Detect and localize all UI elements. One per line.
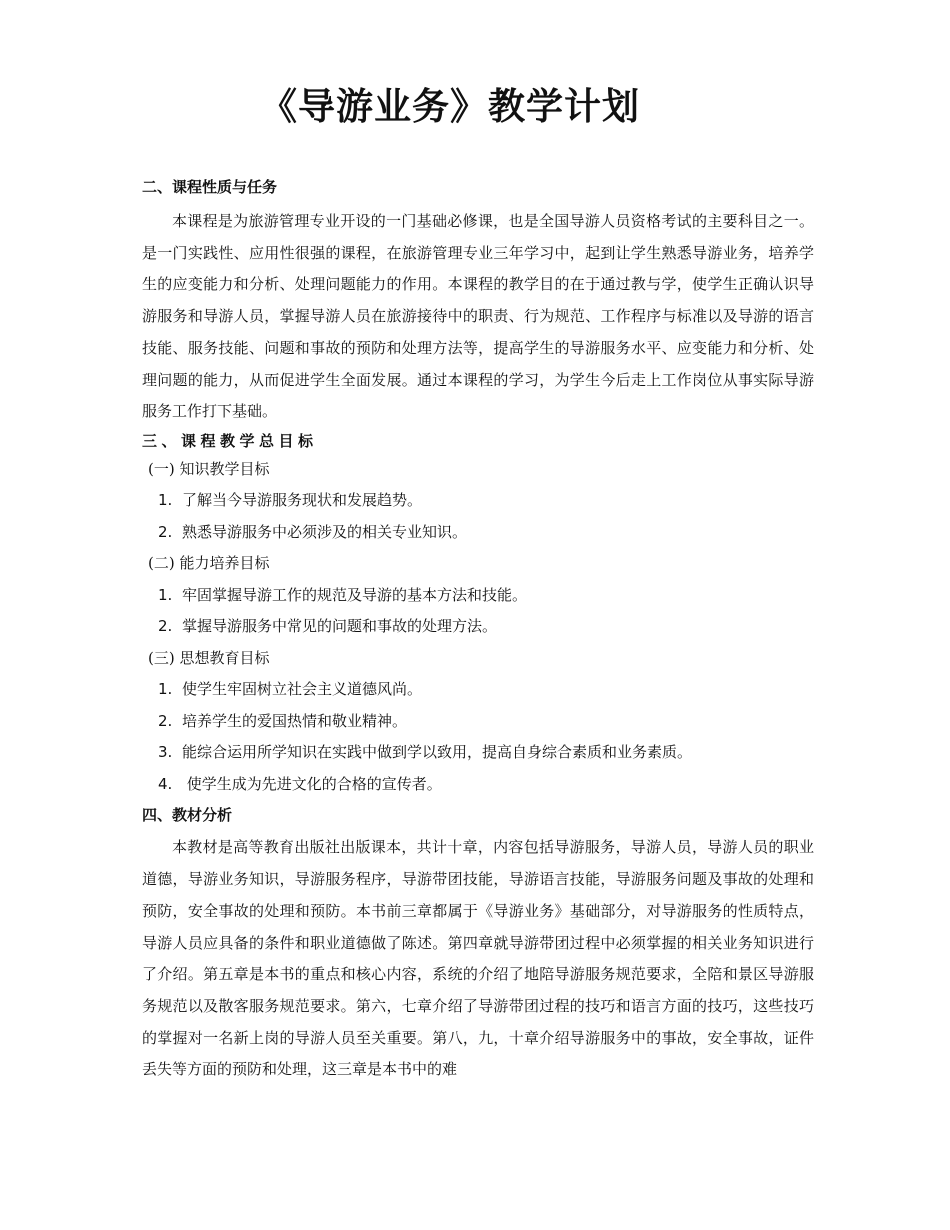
list-item-number: 2.	[158, 522, 173, 541]
list-item-text: 牢固掌握导游工作的规范及导游的基本方法和技能。	[182, 585, 528, 604]
section-heading-teaching-goals: 三、课程教学总目标	[142, 431, 318, 450]
list-item-number: 1.	[158, 585, 173, 604]
list-item-number: 2.	[158, 617, 173, 636]
document-title: 《导游业务》教学计划	[260, 85, 640, 128]
textbook-analysis-paragraph: 本教材是高等教育出版社出版课本，共计十章，内容包括导游服务，导游人员，导游人员的职业道德，导游业务知识，导游服务程序，导游带团技能，导游语言技能，导游服务问题及事故的处理和预防，安全事故的处理和预防。本书前三章都属于《导游业务》基础部分，对导游服务的性质特点，导游人员应具备的条件和职业道德做了陈述。第四章就导游带团过程中必须掌握的相关业务知识进行了介绍。第五章是本书的重点和核心内容，系统的介绍了地陪导游服务规范要求，全陪和景区导游服务规范以及散客服务规范要求。第六，七章介绍了导游带团过程的技巧和语言方面的技巧，这些技巧的掌握对一名新上岗的导游人员至关重要。第八，九，十章介绍导游服务中的事故，安全事故，证件丢失等方面的预防和处理，这三章是本书中的难	[142, 838, 814, 1079]
list-item-text: 使学生牢固树立社会主义道德风尚。	[182, 680, 423, 699]
document-body	[142, 174, 814, 1086]
list-item-number: 1.	[158, 491, 173, 510]
list-item-text: 熟悉导游服务中必须涉及的相关专业知识。	[182, 522, 468, 541]
goal-group-ideology: (三) 思想教育目标	[148, 648, 270, 667]
list-item-text: 掌握导游服务中常见的问题和事故的处理方法。	[182, 617, 498, 636]
list-item-number: 1.	[158, 680, 173, 699]
goal-group-ability: (二) 能力培养目标	[148, 554, 270, 573]
list-item-text: 使学生成为先进文化的合格的宣传者。	[182, 774, 442, 793]
section-heading-course-nature: 二、课程性质与任务	[142, 178, 278, 196]
list-item-number: 2.	[158, 711, 173, 730]
goal-group-knowledge: (一) 知识教学目标	[148, 459, 270, 478]
list-item	[142, 706, 814, 738]
list-item-number: 4.	[158, 774, 173, 793]
list-item-text: 能综合运用所学知识在实践中做到学以致用，提高自身综合素质和业务素质。	[182, 743, 693, 762]
list-item-number: 3.	[158, 743, 173, 762]
list-item-text: 培养学生的爱国热情和敬业精神。	[182, 711, 408, 730]
list-item	[142, 517, 814, 549]
list-item	[142, 485, 814, 517]
list-item	[142, 674, 814, 706]
list-item	[142, 580, 814, 612]
list-item	[142, 769, 814, 801]
list-item	[142, 737, 814, 769]
course-nature-paragraph: 本课程是为旅游管理专业开设的一门基础必修课，也是全国导游人员资格考试的主要科目之一。是一门实践性、应用性很强的课程，在旅游管理专业三年学习中，起到让学生熟悉导游业务，培养学生的应变能力和分析、处理问题能力的作用。本课程的教学目的在于通过教与学，使学生正确认识导游服务和导游人员，掌握导游人员在旅游接待中的职责、行为规范、工作程序与标准以及导游的语言技能、服务技能、问题和事故的预防和处理方法等，提高学生的导游服务水平、应变能力和分析、处理问题的能力，从而促进学生全面发展。通过本课程的学习，为学生今后走上工作岗位从事实际导游服务工作打下基础。	[142, 212, 814, 421]
section-heading-textbook-analysis: 四、教材分析	[142, 806, 233, 825]
list-item	[142, 611, 814, 643]
list-item-text: 了解当今导游服务现状和发展趋势。	[182, 491, 423, 510]
